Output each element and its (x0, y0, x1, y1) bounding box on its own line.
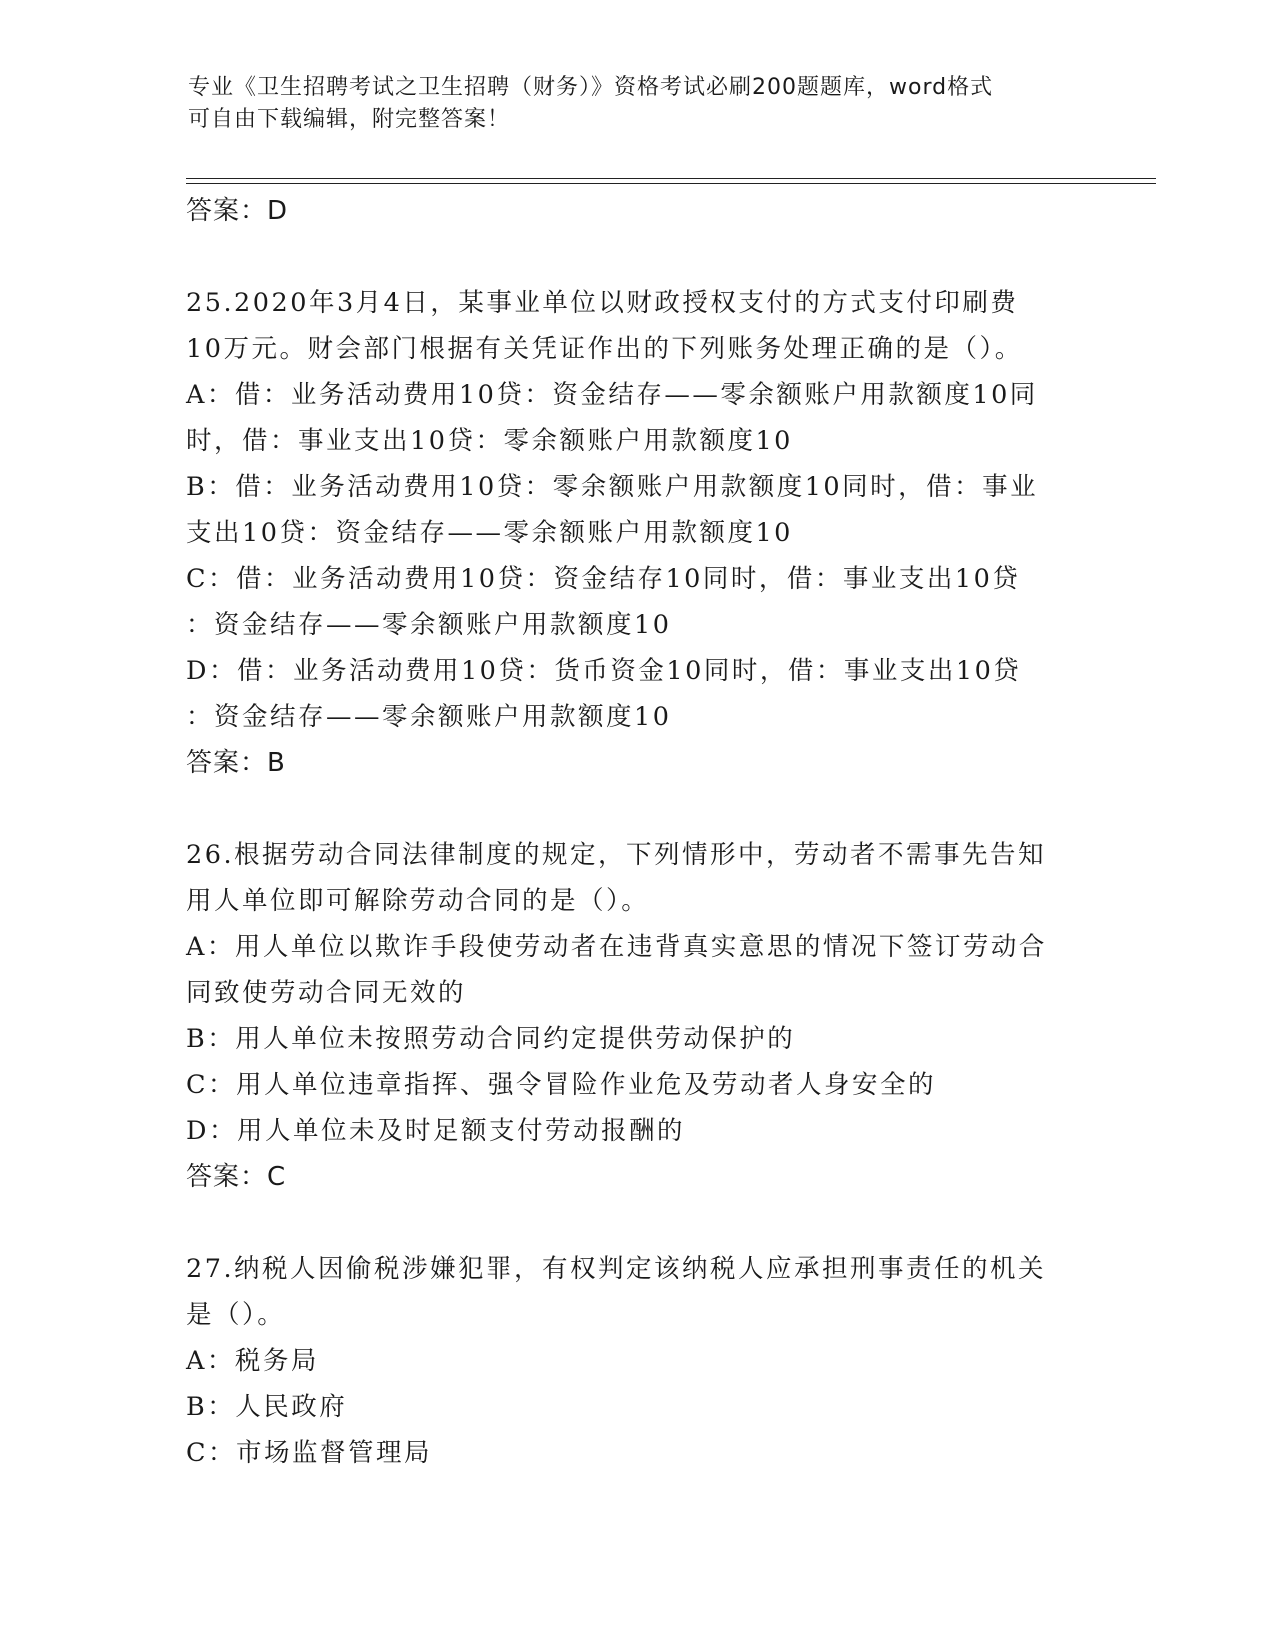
option-c-line: C：借：业务活动费用10贷：资金结存10同时，借：事业支出10贷 (186, 564, 1021, 594)
option-b-line: B：人民政府 (186, 1392, 348, 1422)
question-stem-line: 用人单位即可解除劳动合同的是（）。 (186, 886, 650, 916)
option-a-line: A：借：业务活动费用10贷：资金结存——零余额账户用款额度10同 (186, 380, 1038, 410)
header-line-1: 专业《卫生招聘考试之卫生招聘（财务）》资格考试必刷200题题库，word格式 (188, 75, 994, 100)
previous-answer: 答案：D (186, 196, 289, 226)
option-d-line: D：借：业务活动费用10贷：货币资金10同时，借：事业支出10贷 (186, 656, 1022, 686)
question-stem-line: 26.根据劳动合同法律制度的规定，下列情形中，劳动者不需事先告知 (186, 840, 1047, 870)
header-divider-bottom (186, 183, 1156, 184)
question-stem-line: 25.2020年3月4日，某事业单位以财政授权支付的方式支付印刷费 (186, 288, 1019, 318)
page-header (188, 72, 1068, 136)
question-25 (186, 280, 1086, 786)
question-stem-line: 是（）。 (186, 1300, 286, 1330)
option-b-line: 支出10贷：资金结存——零余额账户用款额度10 (186, 518, 793, 548)
question-stem-line: 27.纳税人因偷税涉嫌犯罪，有权判定该纳税人应承担刑事责任的机关 (186, 1254, 1047, 1284)
question-stem-line: 10万元。财会部门根据有关凭证作出的下列账务处理正确的是（）。 (186, 334, 1023, 364)
question-27 (186, 1246, 1086, 1476)
header-line-2: 可自由下载编辑，附完整答案！ (188, 107, 511, 132)
option-a-line: 时，借：事业支出10贷：零余额账户用款额度10 (186, 426, 793, 456)
option-c-line: ：资金结存——零余额账户用款额度10 (186, 610, 672, 640)
option-a-line: 同致使劳动合同无效的 (186, 978, 467, 1008)
option-b-line: B：用人单位未按照劳动合同约定提供劳动保护的 (186, 1024, 796, 1054)
header-divider-top (186, 178, 1156, 179)
option-a-line: A：税务局 (186, 1346, 319, 1376)
answer-26: 答案：C (186, 1162, 287, 1192)
option-c-line: C：市场监督管理局 (186, 1438, 433, 1468)
option-d-line: D：用人单位未及时足额支付劳动报酬的 (186, 1116, 685, 1146)
answer-25: 答案：B (186, 748, 286, 778)
option-d-line: ：资金结存——零余额账户用款额度10 (186, 702, 672, 732)
document-body (186, 188, 1086, 1476)
option-a-line: A：用人单位以欺诈手段使劳动者在违背真实意思的情况下签订劳动合 (186, 932, 1047, 962)
question-26 (186, 832, 1086, 1200)
option-c-line: C：用人单位违章指挥、强令冒险作业危及劳动者人身安全的 (186, 1070, 937, 1100)
option-b-line: B：借：业务活动费用10贷：零余额账户用款额度10同时，借：事业 (186, 472, 1039, 502)
